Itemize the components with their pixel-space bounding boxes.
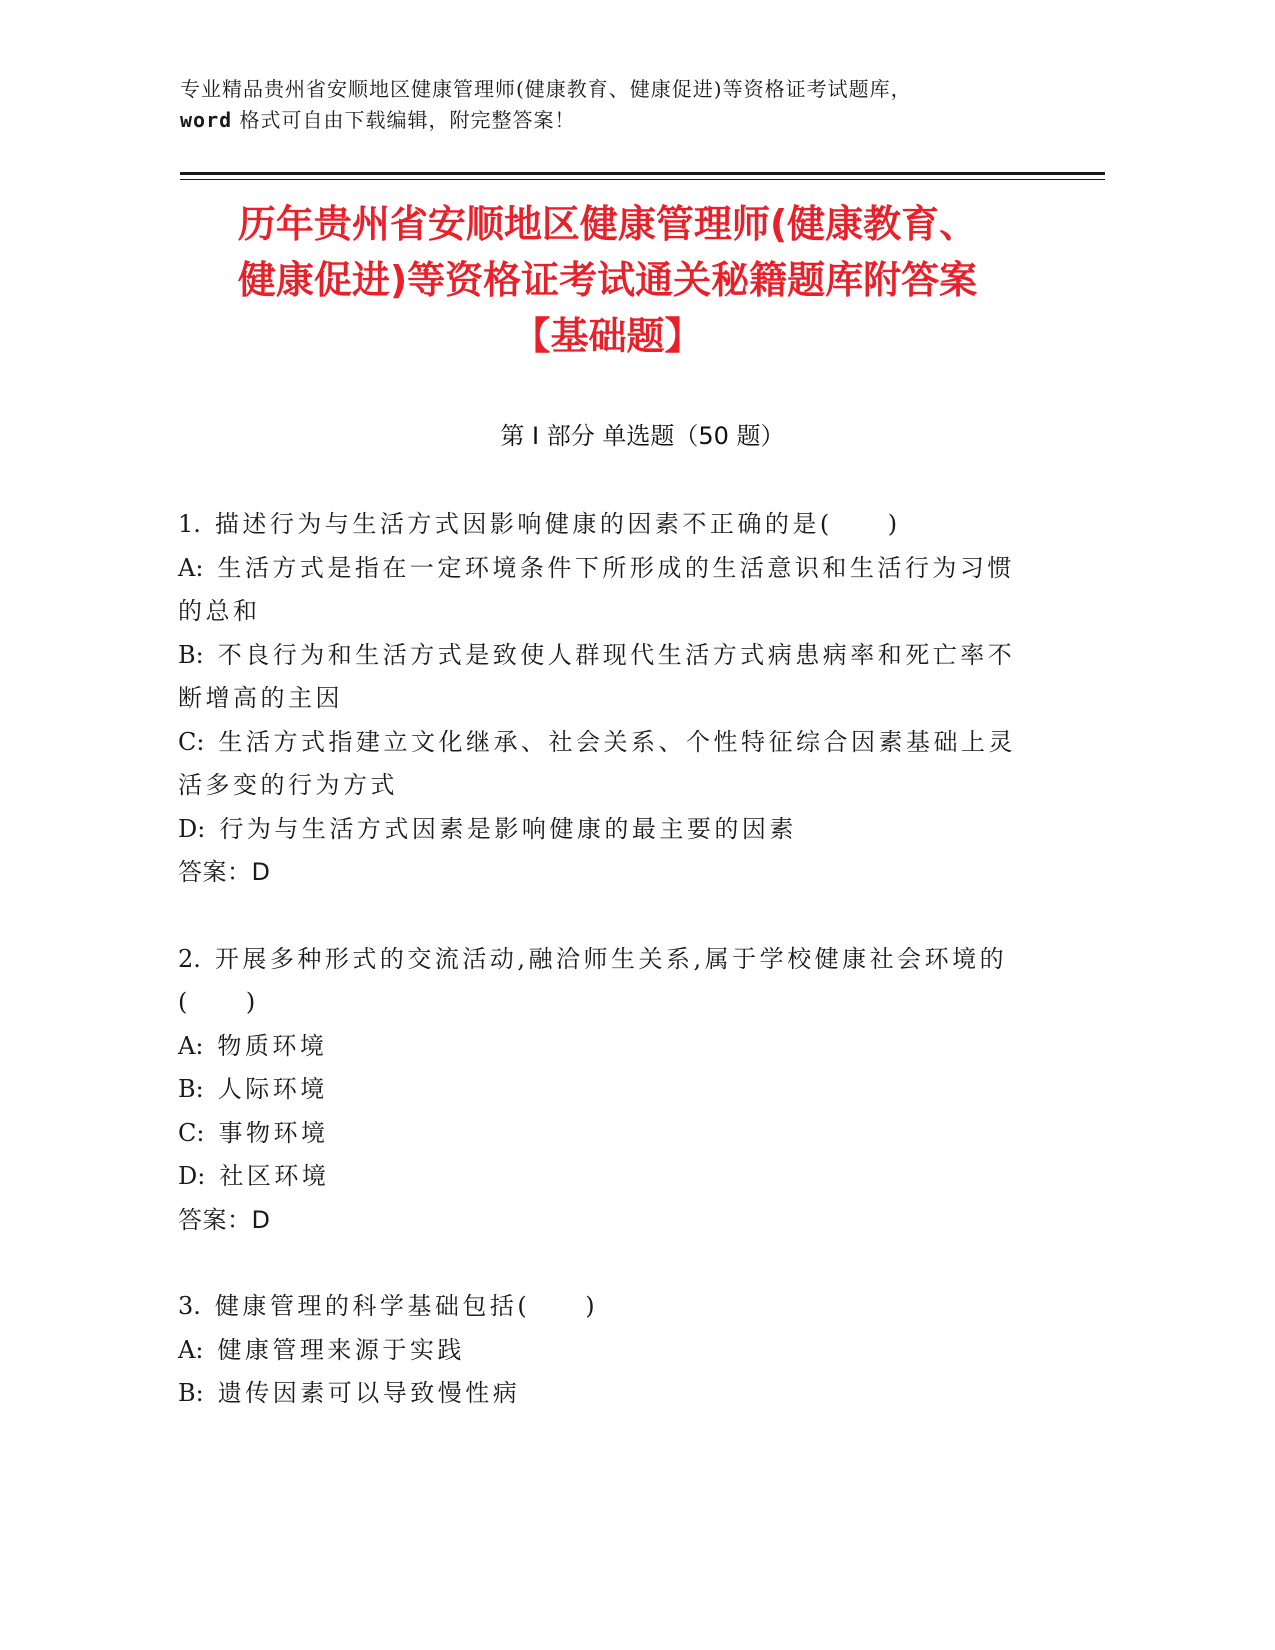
option-c: C: 事物环境 <box>178 1118 329 1147</box>
question-block <box>178 1285 1028 1416</box>
option-c: C: 生活方式指建立文化继承、社会关系、个性特征综合因素基础上灵活多变的行为方式 <box>178 727 1016 799</box>
header-note-word: word <box>180 108 233 132</box>
option-a: A: 物质环境 <box>178 1031 328 1060</box>
header-note <box>180 74 1100 136</box>
document-title-line1: 历年贵州省安顺地区健康管理师(健康教育、 <box>237 202 978 246</box>
question-stem: 2. 开展多种形式的交流活动,融洽师生关系,属于学校健康社会环境的( ) <box>178 944 1008 1016</box>
document-title <box>150 196 1065 364</box>
question-list <box>178 503 1028 1416</box>
header-divider-thick <box>180 172 1105 175</box>
header-note-line1: 专业精品贵州省安顺地区健康管理师(健康教育、健康促进)等资格证考试题库， <box>180 77 912 101</box>
document-title-line2: 健康促进)等资格证考试通关秘籍题库附答案 <box>237 258 978 302</box>
answer: 答案：D <box>178 858 271 886</box>
header-note-rest: 格式可自由下载编辑，附完整答案！ <box>232 108 576 132</box>
option-d: D: 社区环境 <box>178 1162 330 1190</box>
question-stem: 1. 描述行为与生活方式因影响健康的因素不正确的是( ) <box>178 510 901 538</box>
question-number: 2. <box>178 944 201 973</box>
section-title: 第 I 部分 单选题（50 题） <box>500 422 785 450</box>
option-b: B: 不良行为和生活方式是致使人群现代生活方式病患病率和死亡率不断增高的主因 <box>178 640 1016 712</box>
option-a: A: 生活方式是指在一定环境条件下所形成的生活意识和生活行为习惯的总和 <box>178 553 1015 625</box>
header-divider-thin <box>180 179 1105 180</box>
question-block <box>178 503 1028 895</box>
question-number: 1. <box>178 510 201 538</box>
header-note-line2 <box>180 105 1100 136</box>
question-block <box>178 938 1028 1243</box>
answer: 答案：D <box>178 1205 271 1234</box>
spacer <box>178 895 1028 938</box>
option-a: A: 健康管理来源于实践 <box>178 1335 465 1364</box>
option-d: D: 行为与生活方式因素是影响健康的最主要的因素 <box>178 814 797 843</box>
option-b: B: 人际环境 <box>178 1075 328 1103</box>
question-stem: 3. 健康管理的科学基础包括( ) <box>178 1292 599 1320</box>
spacer <box>178 1242 1028 1285</box>
document-title-line3: 【基础题】 <box>512 314 703 358</box>
question-number: 3. <box>178 1292 201 1320</box>
option-b: B: 遗传因素可以导致慢性病 <box>178 1379 521 1407</box>
